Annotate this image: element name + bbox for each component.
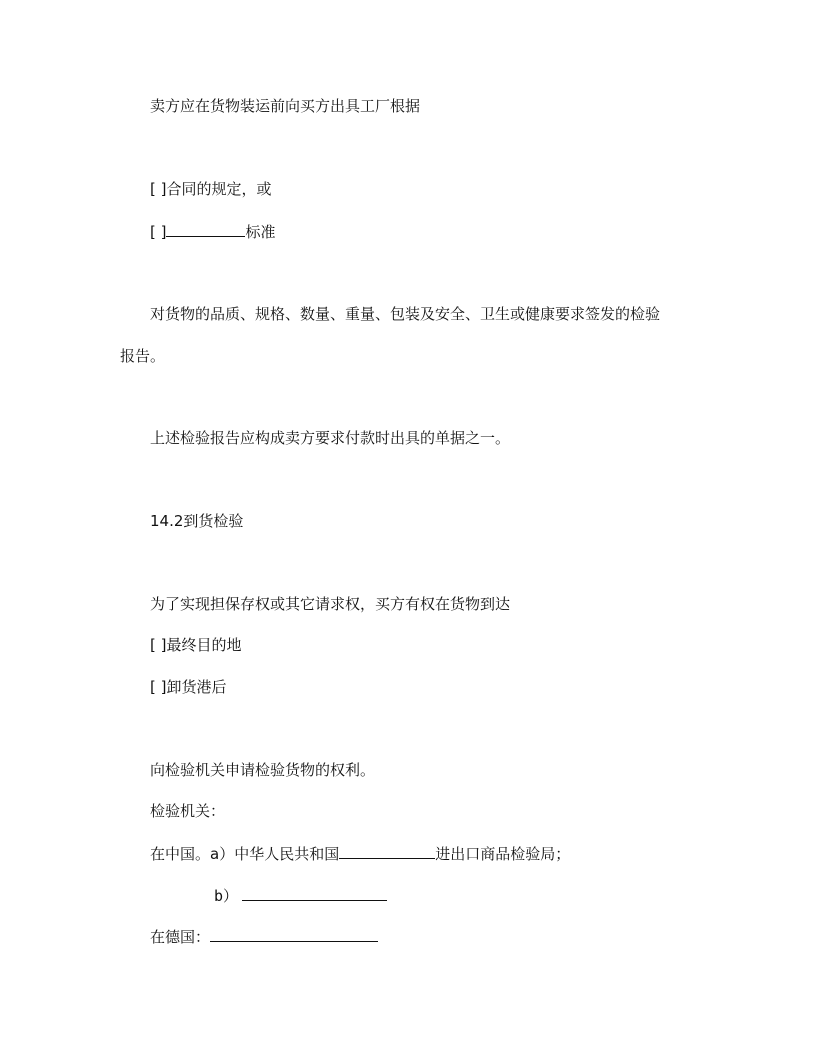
paragraph-seller-report: [150, 96, 420, 116]
option-bracket: [ ]: [150, 223, 167, 241]
option-text: 标准: [245, 223, 276, 241]
text: 在中国。a）中华人民共和国: [150, 845, 340, 863]
inspection-germany: [150, 926, 378, 947]
paragraph-buyer-rights: [150, 594, 510, 614]
fill-blank: [210, 926, 378, 942]
inspection-china-b: [214, 885, 387, 906]
fill-blank: [339, 843, 435, 859]
option-port: [150, 677, 226, 697]
fill-blank: [166, 221, 245, 237]
heading-text: 14.2到货检验: [150, 512, 244, 530]
option-text: [ ]合同的规定，或: [150, 180, 272, 198]
option-text: [ ]最终目的地: [150, 636, 242, 654]
text: 检验机关：: [150, 802, 226, 820]
text: 报告。: [120, 347, 166, 365]
item-label: b）: [214, 887, 239, 905]
text: 在德国：: [150, 928, 211, 946]
paragraph-goods-report-line1: [150, 304, 660, 324]
inspection-china: [150, 843, 570, 864]
fill-blank: [242, 885, 387, 901]
text: 进出口商品检验局；: [435, 845, 571, 863]
paragraph-payment-docs: [150, 428, 510, 448]
section-heading: [150, 511, 243, 531]
paragraph-inspection-right: [150, 760, 375, 780]
text: 对货物的品质、规格、数量、重量、包装及安全、卫生或健康要求签发的检验: [150, 305, 661, 323]
option-text: [ ]卸货港后: [150, 678, 227, 696]
option-contract: [150, 179, 271, 199]
inspection-authority-label: [150, 801, 225, 821]
paragraph-goods-report-line2: [120, 346, 165, 366]
text: 卖方应在货物装运前向买方出具工厂根据: [150, 97, 421, 115]
text: 上述检验报告应构成卖方要求付款时出具的单据之一。: [150, 429, 511, 447]
option-destination: [150, 635, 241, 655]
text: 为了实现担保存权或其它请求权，买方有权在货物到达: [150, 595, 511, 613]
text: 向检验机关申请检验货物的权利。: [150, 761, 376, 779]
option-standard: [150, 221, 276, 242]
